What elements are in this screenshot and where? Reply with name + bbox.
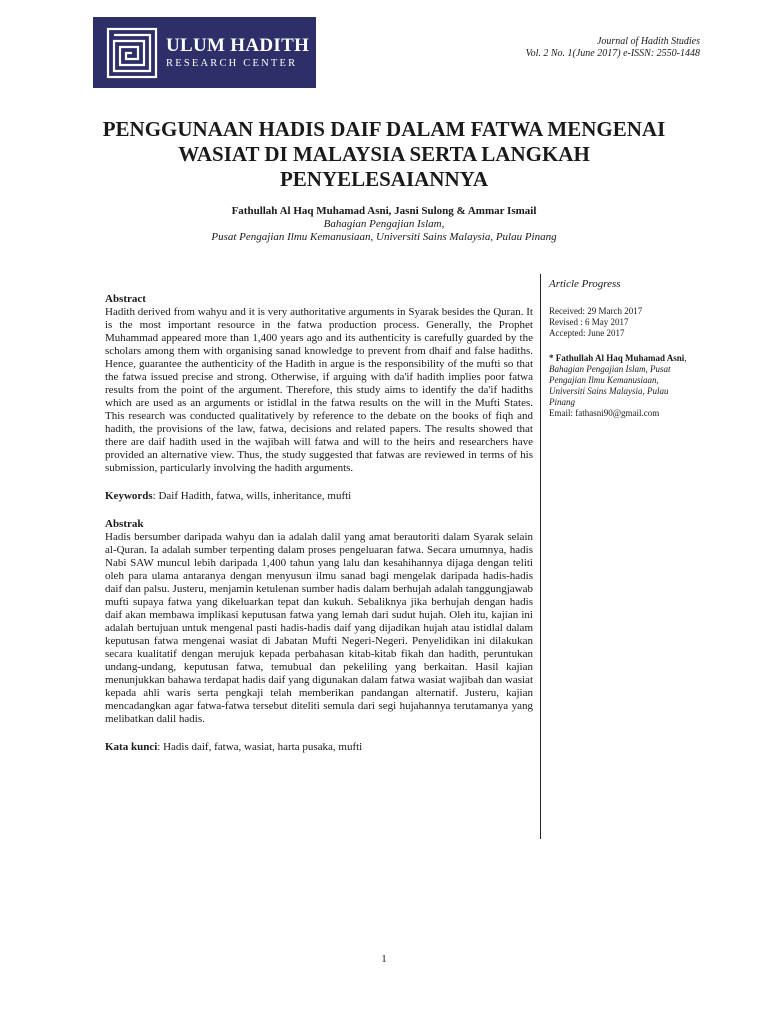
author-names: Fathullah Al Haq Muhamad Asni, Jasni Sulong & Ammar Ismail (231, 205, 537, 217)
abstrak-text: Hadis bersumber daripada wahyu dan ia adalah dalil yang amat berautoriti dalam Syarak selain al-Quran. Ia adalah sumber terpenting dalam proses pengeluaran fatwa. Secara umumnya, hadis Nabi SAW muncul lebih daripada 1,400 tahun yang lalu dan kesahihannya dijaga dengan teliti oleh para ulama antaranya dengan menyusun ilmu sanad bagi mengelak daripada hadis-hadis daif dan palsu. Justeru, menjamin ketulenan sumber hadis dalam berhujah adalah tanggungjawab mufti supaya fatwa yang dikeluarkan tepat dan kukuh. Sebaliknya jika berhujah dengan hadis daif akan membawa implikasi keputusan fatwa yang lemah dari sudut hujah. Oleh itu, kajian ini adalah bertujuan untuk mengenal pasti hadis-hadis daif yang dijadikan hujah atau istidlal dalam keputusan fatwa mengenai wasiat di Jabatan Mufti Negeri-Negeri. Penyelidikan ini dilakukan secara kualitatif dengan merujuk kepada perbahasan kitab-kitab fikah dan hadith, peruntukan undang-undang, keputusan fatwa, temubual dan pekeliling yang berkaitan. Hasil kajian menunjukkan bahawa terdapat hadis daif yang digunakan dalam fatwa wasiat wajibah dan wasiat kepada ahli waris serta pengkaji telah memberikan pandangan alternatif. Justeru, kajian mencadangkan agar fatwa-fatwa tersebut diteliti semula dari segi hujahannya terutamanya yang melibatkan dalil hadis. (105, 531, 533, 725)
paper-title: PENGGUNAAN HADIS DAIF DALAM FATWA MENGENAI WASIAT DI MALAYSIA SERTA LANGKAH PENYELESAIANNYA (102, 117, 666, 191)
keywords-line (105, 490, 533, 503)
affiliation-line-1: Bahagian Pengajian Islam, (323, 218, 445, 230)
abstract-heading: Abstract (105, 293, 146, 305)
corresponding-author-name: * Fathullah Al Haq Muhamad Asni (549, 353, 685, 363)
corresponding-author (549, 353, 691, 408)
logo-subtitle: RESEARCH CENTER (166, 58, 298, 69)
calligraphy-emblem-icon (105, 26, 159, 80)
kata-kunci-label: Kata kunci (105, 741, 158, 753)
author-block (100, 205, 668, 244)
journal-name: Journal of Hadith Studies (596, 36, 700, 47)
column-divider (540, 274, 541, 839)
affiliation-line-2: Pusat Pengajian Ilmu Kemanusiaan, Universiti Sains Malaysia, Pulau Pinang (211, 231, 557, 243)
journal-volume: Vol. 2 No. 1(June 2017) e-ISSN: 2550-1448 (525, 48, 700, 59)
journal-logo (93, 17, 316, 88)
revised-date: Revised : 6 May 2017 (549, 317, 629, 327)
kata-kunci-text: : Hadis daif, fatwa, wasiat, harta pusaka, mufti (157, 741, 363, 753)
corresponding-author-affiliation: , Bahagian Pengajian Islam, Pusat Pengajian Ilmu Kemanusiaan, Universiti Sains Malaysia, Pulau Pinang (549, 353, 687, 407)
journal-info (526, 36, 700, 60)
abstract-text: Hadith derived from wahyu and it is very authoritative arguments in Syarak besides the Quran. It is the most important resource in the fatwa production process. Generally, the Prophet Muhammad appeared more than 1,400 years ago and its authenticity is carefully guarded by the scholars among them with organising sanad knowledge to prevent from dhaif and false hadiths. Hence, guarantee the authenticity of the Hadith in argue is the responsibility of the mufti so that the fatwa issued precise and strong. Otherwise, if arguing with da'if hadith implies poor fatwa results from the point of the argument. Therefore, this study aims to identify the da'if hadiths which are used as an arguments or istidlal in the fatwa results on the will in the Mufti States. This research was conducted qualitatively by reference to the debate on the books of fiqh and hadith, the provisions of the law, fatwa, decisions and related papers. The results showed that there are daif hadith used in the wajibah will fatwa and will to the heirs and researchers have provided an alternative view. Thus, the study suggested that fatwas are reviewed in terms of his submission, particularly involving the hadith arguments. (105, 306, 533, 474)
corresponding-email: Email: fathasni90@gmail.com (549, 408, 660, 418)
keywords-text: : Daif Hadith, fatwa, wills, inheritance, mufti (152, 490, 352, 502)
accepted-date: Accepted: June 2017 (549, 328, 625, 338)
abstrak-heading: Abstrak (105, 518, 144, 530)
kata-kunci-line (105, 741, 533, 754)
keywords-label: Keywords (105, 490, 153, 502)
page-number: 1 (381, 953, 387, 965)
received-date: Received: 29 March 2017 (549, 306, 643, 316)
article-progress-sidebar (549, 279, 691, 419)
abstract-column (105, 293, 533, 754)
article-progress-heading: Article Progress (549, 278, 621, 290)
logo-title: ULUM HADITH (166, 35, 310, 56)
